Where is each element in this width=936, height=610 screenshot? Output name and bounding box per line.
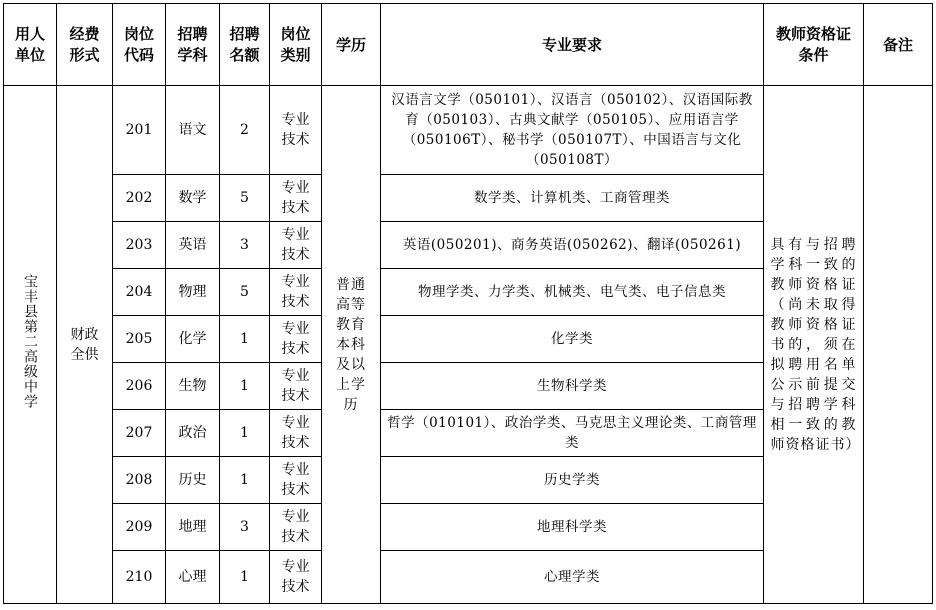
code-cell: 205: [113, 316, 166, 363]
category-text: 专业技术: [281, 112, 310, 148]
education-text: 普通高等教育本科及以上学历: [336, 276, 366, 413]
category-text: 专业技术: [281, 227, 310, 263]
header-row: [4, 4, 933, 86]
major-cell: 历史学类: [381, 457, 764, 504]
category-cell: [270, 504, 322, 551]
subject-cell: 地理: [166, 504, 220, 551]
category-text: 专业技术: [281, 274, 310, 310]
code-cell: 204: [113, 269, 166, 316]
cert-text: 具有与招聘学科一致的教师资格证（尚未取得教师资格证书的，须在拟聘用名单公示前提交与招聘学科相一致的教师资格证书）: [770, 236, 861, 453]
major-cell: 心理学类: [381, 551, 764, 604]
major-cell: 生物科学类: [381, 363, 764, 410]
quota-cell: 5: [220, 269, 270, 316]
category-cell: [270, 551, 322, 604]
major-cell: 物理学类、力学类、机械类、电气类、电子信息类: [381, 269, 764, 316]
code-cell: 206: [113, 363, 166, 410]
category-text: 专业技术: [281, 368, 310, 404]
category-text: 专业技术: [281, 321, 310, 357]
education-cell: [322, 86, 381, 604]
category-cell: [270, 410, 322, 457]
header-education: 学历: [322, 4, 381, 86]
major-cell: 化学类: [381, 316, 764, 363]
category-cell: [270, 363, 322, 410]
major-cell: 地理科学类: [381, 504, 764, 551]
category-text: 专业技术: [281, 462, 310, 498]
code-cell: 203: [113, 222, 166, 269]
subject-cell: 政治: [166, 410, 220, 457]
subject-cell: 化学: [166, 316, 220, 363]
table-body: [4, 86, 933, 604]
major-cell: 英语(050201)、商务英语(050262)、翻译(050261): [381, 222, 764, 269]
quota-cell: 1: [220, 457, 270, 504]
major-cell: 哲学（010101）、政治学类、马克思主义理论类、工商管理类: [381, 410, 764, 457]
category-cell: [270, 86, 322, 175]
subject-cell: 英语: [166, 222, 220, 269]
header-cert: 教师资格证条件: [764, 4, 864, 86]
quota-cell: 3: [220, 504, 270, 551]
unit-text: 宝丰县第二高级中学: [22, 274, 38, 409]
subject-cell: 数学: [166, 175, 220, 222]
code-cell: 202: [113, 175, 166, 222]
quota-cell: 1: [220, 363, 270, 410]
header-unit: 用人单位: [4, 4, 57, 86]
code-cell: 207: [113, 410, 166, 457]
category-text: 专业技术: [281, 559, 310, 595]
category-cell: [270, 269, 322, 316]
category-cell: [270, 316, 322, 363]
quota-cell: 5: [220, 175, 270, 222]
major-cell: 数学类、计算机类、工商管理类: [381, 175, 764, 222]
quota-cell: 2: [220, 86, 270, 175]
subject-cell: 语文: [166, 86, 220, 175]
header-quota: 招聘名额: [220, 4, 270, 86]
header-major: 专业要求: [381, 4, 764, 86]
funding-cell: [57, 86, 113, 604]
table-row: [4, 86, 933, 175]
category-text: 专业技术: [281, 415, 310, 451]
cert-cell: [764, 86, 864, 604]
header-code: 岗位代码: [113, 4, 166, 86]
remark-cell: [864, 86, 933, 604]
quota-cell: 3: [220, 222, 270, 269]
header-funding: 经费形式: [57, 4, 113, 86]
subject-cell: 生物: [166, 363, 220, 410]
major-cell: 汉语言文学（050101）、汉语言（050102）、汉语国际教育（050103）、古典文献学（050105）、应用语言学（050106T）、秘书学（050107T）、中国语言与文化（050108T）: [381, 86, 764, 175]
header-subject: 招聘学科: [166, 4, 220, 86]
subject-cell: 历史: [166, 457, 220, 504]
quota-cell: 1: [220, 316, 270, 363]
category-text: 专业技术: [281, 509, 310, 545]
header-remark: 备注: [864, 4, 933, 86]
quota-cell: 1: [220, 551, 270, 604]
category-cell: [270, 222, 322, 269]
quota-cell: 1: [220, 410, 270, 457]
category-text: 专业技术: [281, 180, 310, 216]
unit-cell: [4, 86, 57, 604]
subject-cell: 物理: [166, 269, 220, 316]
subject-cell: 心理: [166, 551, 220, 604]
code-cell: 208: [113, 457, 166, 504]
recruitment-table: [3, 3, 933, 604]
category-cell: [270, 457, 322, 504]
funding-text: 财政全供: [70, 326, 99, 363]
code-cell: 201: [113, 86, 166, 175]
category-cell: [270, 175, 322, 222]
code-cell: 209: [113, 504, 166, 551]
header-category: 岗位类别: [270, 4, 322, 86]
code-cell: 210: [113, 551, 166, 604]
